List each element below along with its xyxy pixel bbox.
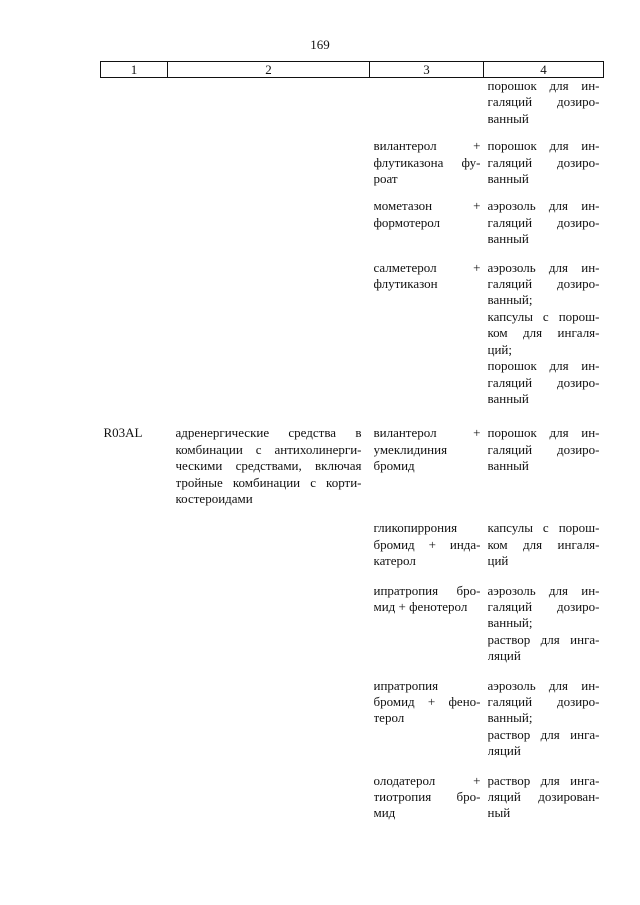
group-name-cell [168, 678, 370, 760]
group-name-cell-line: адренергические средства в [175, 425, 362, 441]
dosage-form-cell-line: ванный; [487, 292, 533, 308]
header-col-3: 3 [370, 62, 484, 78]
dosage-form-cell [484, 425, 604, 507]
drug-name-cell [370, 773, 484, 822]
dosage-form-cell-line: ванный; [487, 710, 533, 726]
drug-name-cell [370, 138, 484, 187]
group-name-cell [168, 425, 370, 507]
page-number: 169 [310, 37, 330, 52]
drug-name-cell-line: олодатерол + [373, 772, 481, 788]
drug-name-cell-line: формотерол [373, 214, 441, 230]
group-name-cell [168, 138, 370, 187]
row-spacer-cell [101, 248, 604, 260]
dosage-form-cell-line: ком для ингаля- [487, 325, 600, 341]
dosage-form-cell-line: ванный [487, 458, 529, 474]
dosage-form-cell-line: аэрозоль для ин- [487, 582, 600, 598]
dosage-form-cell-line: капсулы с порош- [487, 308, 600, 324]
dosage-form-cell-line: раствор для инга- [487, 631, 600, 647]
dosage-form-cell [484, 78, 604, 128]
drug-name-cell-line: флутиказона фу- [373, 154, 481, 170]
dosage-form-cell-line: ванный [487, 171, 529, 187]
drug-name-cell-line: умеклидиния [373, 441, 448, 457]
group-name-cell [168, 773, 370, 822]
table-row [101, 425, 604, 507]
header-col-4: 4 [484, 62, 604, 78]
drug-name-cell [370, 425, 484, 507]
dosage-form-cell-line: ком для ингаля- [487, 536, 600, 552]
table-body [101, 78, 604, 822]
group-name-cell-line: ческими средствами, включая [175, 458, 362, 474]
drug-name-cell-line: мид [373, 805, 396, 821]
dosage-form-cell-line: галяций дозиро- [487, 598, 600, 614]
row-spacer [101, 760, 604, 773]
table-header-row [101, 62, 604, 78]
atc-code-cell [101, 583, 168, 665]
row-spacer [101, 187, 604, 198]
row-spacer [101, 407, 604, 425]
group-name-cell [168, 78, 370, 128]
drug-name-cell-line: вилантерол + [373, 425, 481, 441]
dosage-form-cell-line: ванный; [487, 615, 533, 631]
drug-name-cell-line: тиотропия бро- [373, 789, 481, 805]
drug-name-cell [370, 583, 484, 665]
drug-name-cell-line: мометазон + [373, 198, 481, 214]
header-col-1: 1 [101, 62, 168, 78]
dosage-form-cell-line: капсулы с порош- [487, 520, 600, 536]
dosage-form-cell-line: ный [487, 805, 511, 821]
drug-name-cell [370, 520, 484, 569]
dosage-form-cell-line: порошок для ин- [487, 358, 600, 374]
drug-name-cell-line: ипратропия [373, 677, 439, 693]
dosage-form-cell-line: аэрозоль для ин- [487, 259, 600, 275]
drug-name-cell-line: бромид + инда- [373, 536, 481, 552]
atc-code-cell: R03AL [103, 425, 143, 441]
dosage-form-cell-line: порошок для ин- [487, 425, 600, 441]
dosage-form-cell-line: аэрозоль для ин- [487, 198, 600, 214]
dosage-form-cell-line: порошок для ин- [487, 78, 600, 93]
drug-name-cell-line: флутиказон [373, 276, 438, 292]
atc-code-cell [101, 678, 168, 760]
dosage-form-cell [484, 678, 604, 760]
dosage-form-cell-line: галяций дозиро- [487, 214, 600, 230]
dosage-form-cell-line: галяций дозиро- [487, 374, 600, 390]
atc-code-cell [101, 198, 168, 247]
drug-name-cell-line: бромид [373, 458, 415, 474]
atc-code-cell [101, 78, 168, 128]
dosage-form-cell [484, 198, 604, 247]
drug-name-cell-line: салметерол + [373, 259, 481, 275]
dosage-form-cell [484, 520, 604, 569]
group-name-cell [168, 260, 370, 408]
dosage-form-cell-line: галяций дозиро- [487, 154, 600, 170]
dosage-form-cell-line: раствор для инга- [487, 772, 600, 788]
atc-code-cell [101, 138, 168, 187]
group-name-cell [168, 583, 370, 665]
drug-name-cell-line: роат [373, 171, 398, 187]
dosage-form-cell [484, 138, 604, 187]
table-row [101, 198, 604, 247]
dosage-form-cell-line: ванный [487, 110, 529, 126]
atc-code-cell [101, 773, 168, 822]
drug-name-cell-line: катерол [373, 553, 416, 569]
dosage-form-cell-line: ляций дозирован- [487, 789, 600, 805]
row-spacer-cell [101, 127, 604, 138]
table-row [101, 678, 604, 760]
row-spacer-cell [101, 187, 604, 198]
group-name-cell-line: костероидами [175, 490, 253, 506]
drug-name-cell [370, 678, 484, 760]
dosage-form-cell-line: ванный [487, 390, 529, 406]
dosage-form-cell-line: ляций [487, 743, 521, 759]
group-name-cell [168, 520, 370, 569]
dosage-form-cell [484, 260, 604, 408]
dosage-form-cell-line: галяций дозиро- [487, 441, 600, 457]
drug-name-cell-line: вилантерол + [373, 138, 481, 154]
drug-table [100, 61, 604, 822]
dosage-form-cell-line: галяций дозиро- [487, 694, 600, 709]
dosage-form-cell-line: ванный [487, 231, 529, 247]
dosage-form-cell-line: ций; [487, 341, 512, 357]
row-spacer-cell [101, 760, 604, 773]
row-spacer-cell [101, 665, 604, 678]
drug-name-cell-line: бромид + фено- [373, 694, 481, 709]
row-spacer [101, 127, 604, 138]
atc-code-cell [101, 260, 168, 408]
row-spacer-cell [101, 570, 604, 583]
table-row [101, 78, 604, 128]
row-spacer [101, 570, 604, 583]
group-name-cell-line: комбинации с антихолинерги- [175, 441, 362, 457]
table-row [101, 138, 604, 187]
header-col-2: 2 [168, 62, 370, 78]
drug-name-cell [370, 78, 484, 128]
group-name-cell-line: тройные комбинации с корти- [175, 474, 362, 490]
drug-name-cell-line: мид + фенотерол [373, 598, 468, 614]
dosage-form-cell-line: раствор для инга- [487, 726, 600, 742]
row-spacer [101, 665, 604, 678]
dosage-form-cell-line: аэрозоль для ин- [487, 677, 600, 693]
row-spacer [101, 507, 604, 520]
table-row [101, 520, 604, 569]
row-spacer-cell [101, 407, 604, 425]
dosage-form-cell [484, 773, 604, 822]
dosage-form-cell-line: ляций [487, 648, 521, 664]
table-row [101, 260, 604, 408]
dosage-form-cell-line: галяций дозиро- [487, 94, 600, 110]
row-spacer-cell [101, 507, 604, 520]
drug-name-cell [370, 260, 484, 408]
dosage-form-cell-line: порошок для ин- [487, 138, 600, 154]
atc-code-cell [101, 520, 168, 569]
row-spacer [101, 248, 604, 260]
table-row [101, 583, 604, 665]
table-row [101, 773, 604, 822]
drug-name-cell-line: терол [373, 710, 405, 726]
drug-name-cell-line: ипратропия бро- [373, 582, 481, 598]
dosage-form-cell-line: галяций дозиро- [487, 276, 600, 292]
drug-name-cell [370, 198, 484, 247]
group-name-cell [168, 198, 370, 247]
dosage-form-cell [484, 583, 604, 665]
dosage-form-cell-line: ций [487, 553, 509, 569]
drug-name-cell-line: гликопиррония [373, 520, 458, 536]
